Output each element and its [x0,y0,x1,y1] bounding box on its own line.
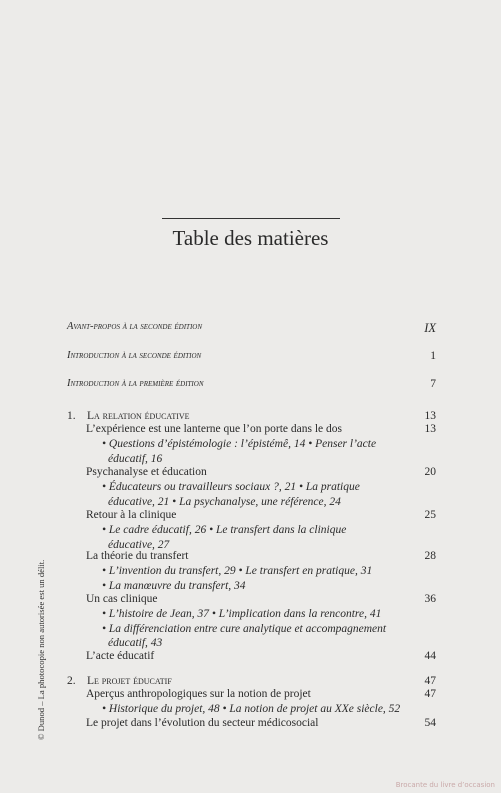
section-title: Un cas clinique [86,593,158,605]
copyright-side-note: © Dunod – La photocopie non autorisée est un délit. [36,559,46,740]
chapter-number: 1. [67,410,76,422]
section-page: 36 [424,593,436,605]
section-page: 13 [424,423,436,435]
toc-entry-label: Introduction à la première édition [67,378,204,389]
subsection-line: • L’histoire de Jean, 37 • L’implication dans la rencontre, 41 [102,608,382,620]
toc-subsections [102,523,392,552]
section-title: La théorie du transfert [86,550,189,562]
section-title: Retour à la clinique [86,509,177,521]
section-title: Aperçus anthropologiques sur la notion de projet [86,688,311,700]
section-page: 54 [424,717,436,729]
toc-entry-label: Avant-propos à la seconde édition [67,321,202,332]
toc-section [86,650,436,662]
toc-entry-intro-seconde [67,350,436,361]
subsection-line: • Le cadre éducatif, 26 • Le transfert dans la clinique [102,524,347,536]
section-page: 44 [424,650,436,662]
toc-entry-intro-premiere [67,378,436,389]
toc-section [86,550,436,562]
chapter-title: Le projet éducatif [87,675,172,687]
page-title: Table des matières [172,226,329,250]
subsection-line: éducative, 21 • La psychanalyse, une référence, 24 [108,495,341,508]
subsection-line: • Éducateurs ou travailleurs sociaux ?, 21 • La pratique [102,481,360,493]
subsection-line: • La manœuvre du transfert, 34 [102,579,246,592]
section-page: 47 [424,688,436,700]
section-title: L’expérience est une lanterne que l’on porte dans le dos [86,423,342,435]
subsection-line: • La différenciation entre cure analytique et accompagnement [102,622,387,635]
watermark: Brocante du livre d’occasion [395,781,495,789]
toc-entry-page: IX [424,321,436,335]
title-rule [162,218,340,219]
subsection-line: éducatif, 43 [108,637,163,649]
toc-chapter-2 [67,675,436,687]
toc-section [86,509,436,521]
toc-entry-page: 1 [430,350,436,362]
section-page: 25 [424,509,436,521]
subsection-line: • Historique du projet, 48 • La notion de projet au XXe siècle, 52 [102,703,401,715]
toc-subsections [102,480,392,509]
toc-entry-avant-propos [67,321,436,335]
toc-section [86,717,436,729]
section-title: Psychanalyse et éducation [86,466,207,478]
chapter-page: 13 [424,410,436,422]
chapter-number: 2. [67,675,76,687]
toc-entry-label: Introduction à la seconde édition [67,350,202,361]
toc-subsections [102,607,392,651]
toc-section [86,423,436,435]
chapter-title: La relation éducative [87,410,190,422]
section-page: 28 [424,550,436,562]
toc-section [86,688,436,700]
section-title: L’acte éducatif [86,650,155,662]
subsection-line: • L’invention du transfert, 29 • Le transfert en pratique, 31 [102,565,373,577]
subsection-line: éducatif, 16 [108,452,163,465]
subsection-line: • Questions d’épistémologie : l’épistémê, 14 • Penser l’acte [102,438,377,450]
toc-subsections [102,564,392,593]
toc-section [86,466,436,478]
toc-entry-page: 7 [430,378,436,390]
section-page: 20 [424,466,436,478]
toc-subsections [102,437,392,466]
section-title: Le projet dans l’évolution du secteur médicosocial [86,717,319,729]
subsection-line: éducative, 27 [108,538,170,551]
chapter-page: 47 [424,675,436,687]
toc-subsections [102,702,402,717]
toc-section [86,593,436,605]
toc-chapter-1 [67,410,436,422]
